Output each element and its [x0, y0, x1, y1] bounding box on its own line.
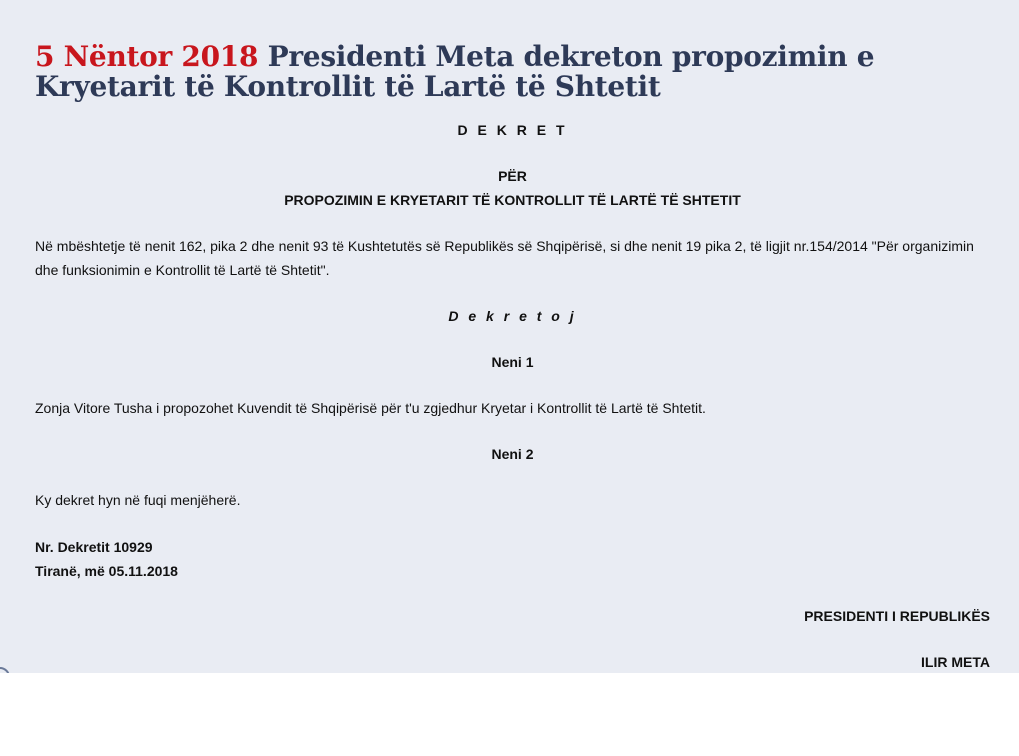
signatory-title: PRESIDENTI I REPUBLIKËS — [804, 608, 990, 624]
article-date: 5 Nëntor 2018 — [35, 40, 259, 73]
decree-heading: D E K R E T — [457, 122, 568, 138]
article-2-text: Ky dekret hyn në fuqi menjëherë. — [35, 492, 241, 508]
signatory-name: ILIR META — [921, 654, 990, 670]
scroll-indicator-icon — [0, 667, 10, 673]
decree-number: Nr. Dekretit 10929 — [35, 539, 153, 555]
article-2-label: Neni 2 — [491, 446, 534, 462]
article-title: Presidenti Meta dekreton propozimin e Kryetarit të Kontrollit të Lartë të Shtetit — [35, 40, 875, 103]
article-1-text: Zonja Vitore Tusha i propozohet Kuvendit të Shqipërisë për t'u zgjedhur Kryetar i Kontrollit të Lartë të Shtetit. — [35, 400, 706, 416]
dekretoj-heading: D e k r e t o j — [448, 308, 577, 324]
decree-place-date: Tiranë, më 05.11.2018 — [35, 563, 178, 579]
legal-basis-paragraph: Në mbështetje të nenit 162, pika 2 dhe nenit 93 të Kushtetutës së Republikës së Shqipërisë, si dhe nenit 19 pika 2, të ligjit nr.154/2014 "Për organizimin dhe funksionimin e Kontrollit të Lartë të Shtetit". — [35, 238, 974, 278]
article-headline — [35, 42, 990, 102]
decree-subject: PROPOZIMIN E KRYETARIT TË KONTROLLIT TË LARTË TË SHTETIT — [284, 192, 741, 208]
article-1-label: Neni 1 — [491, 354, 534, 370]
decree-per: PËR — [498, 168, 527, 184]
